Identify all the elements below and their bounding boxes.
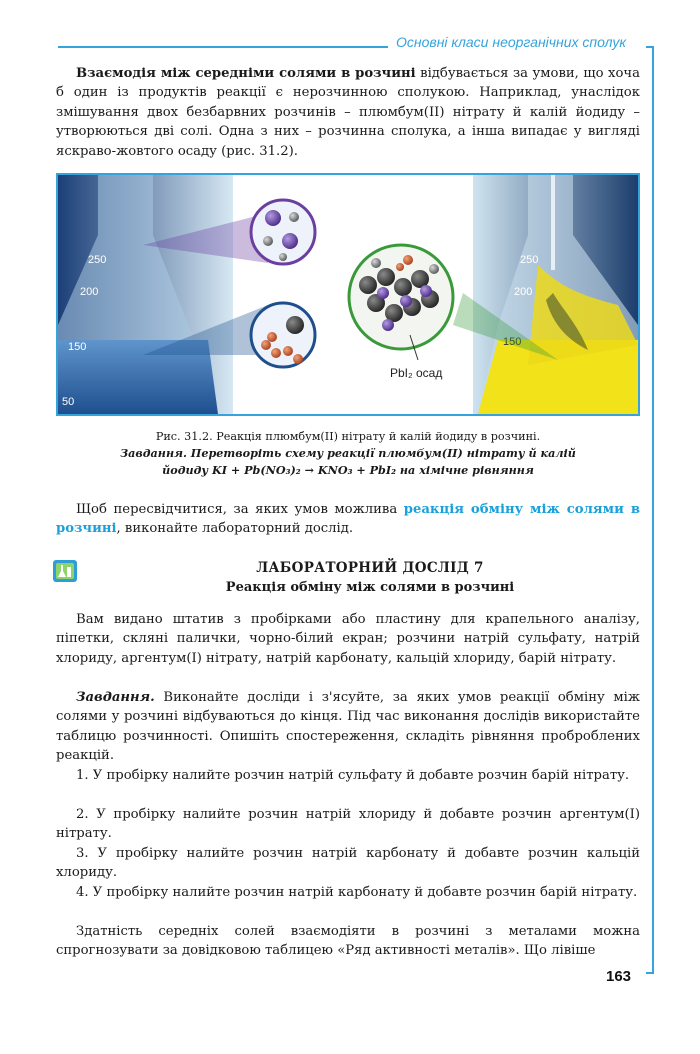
lab-task-paragraph: [56, 688, 640, 766]
intro-lead: Взаємодія між середніми солями в розчині: [76, 66, 416, 81]
exchange-reaction-link[interactable]: реакція обміну між солями в розчині: [56, 502, 640, 537]
header-rule: [58, 46, 388, 48]
figure-caption: [60, 428, 636, 479]
precipitate-label: PbI₂ осад: [390, 366, 443, 380]
closing-paragraph: Здатність середніх солей взаємодіяти в розчині з металами можна спрогнозувати за довідковою таблицею «Ряд активності металів». Що лівіше: [56, 924, 640, 959]
caption-line-1: Рис. 31.2. Реакція плюмбум(ІІ) нітрату й калій йодиду в розчині.: [155, 430, 541, 443]
lab-step-1: 1. У пробірку налийте розчин натрій сульфату й добавте розчин барій нітрату.: [76, 768, 630, 783]
side-rule: [652, 46, 654, 974]
lab-step-3: 3. У пробірку налийте розчин натрій карбонату й добавте розчин кальцій хлориду.: [56, 846, 640, 881]
lab-experiment-icon: [52, 559, 78, 583]
right-flask-mark-250: 250: [520, 254, 539, 266]
left-flask-mark-50: 50: [62, 396, 75, 408]
caption-line-2: Завдання. Перетворіть схему реакції плюмбум(ІІ) нітрату й калій: [120, 446, 576, 460]
intro-text: відбувається за умови, що хоча б один із продуктів реакції є нерозчинною сполукою. Наприклад, унаслідок змішування двох безбарвних розчинів – плюмбум(ІІ) нітрату й калій йодиду – утворюються дві солі. Одна з них – розчинна сполука, а інша випадає у вигляді яскраво-жовтого осаду (рис. 31.2).: [56, 66, 640, 159]
lab-step-2: 2. У пробірку налийте розчин натрій хлориду й добавте розчин аргентум(І) нітрату.: [56, 807, 640, 842]
footer-rule-hook: [646, 972, 654, 974]
caption-line-3: йодиду KI + Pb(NO₃)₂ → KNO₃ + PbI₂ на хімічне рівняння: [162, 463, 534, 477]
task-text: Виконайте досліди і з'ясуйте, за яких умов реакції обміну між солями у розчині відбуваються до кінця. Під час виконання дослідів використайте таблицю розчинності. Опишіть спостереження, складіть рівняння проброблених реакцій.: [56, 690, 640, 764]
experiment-intro-paragraph: [56, 500, 640, 539]
para2-text: Щоб пересвідчитися, за яких умов можлива: [76, 502, 404, 517]
left-flask-mark-150: 150: [68, 341, 87, 353]
lab-title: ЛАБОРАТОРНИЙ ДОСЛІД 7: [256, 560, 484, 576]
right-flask-mark-150: 150: [503, 336, 522, 348]
task-label: Завдання.: [76, 690, 155, 705]
intro-paragraph: [56, 64, 640, 161]
para2-text-end: , виконайте лабораторний дослід.: [116, 521, 354, 537]
running-title: Основні класи неорганічних сполук: [396, 34, 626, 50]
lab-materials-paragraph: Вам видано штатив з пробірками або пластину для крапельного аналізу, піпетки, скляні палички, чорно-білий екран; розчини натрій сульфату, натрій хлориду, аргентум(І) нітрату, натрій карбонату, кальцій хлориду, барій нітрату.: [56, 612, 640, 666]
pbno3-solution-circle: [251, 303, 315, 367]
reaction-illustration: [58, 175, 638, 414]
lab-subtitle: Реакція обміну між солями в розчині: [225, 580, 515, 595]
right-flask-mark-200: 200: [514, 286, 533, 298]
lab-step-4: 4. У пробірку налийте розчин натрій карбонату й добавте розчин барій нітрату.: [76, 885, 638, 900]
left-flask-mark-250: 250: [88, 254, 107, 266]
page-number: 163: [606, 968, 632, 985]
left-flask-mark-200: 200: [80, 286, 99, 298]
figure-31-2: [56, 173, 640, 416]
